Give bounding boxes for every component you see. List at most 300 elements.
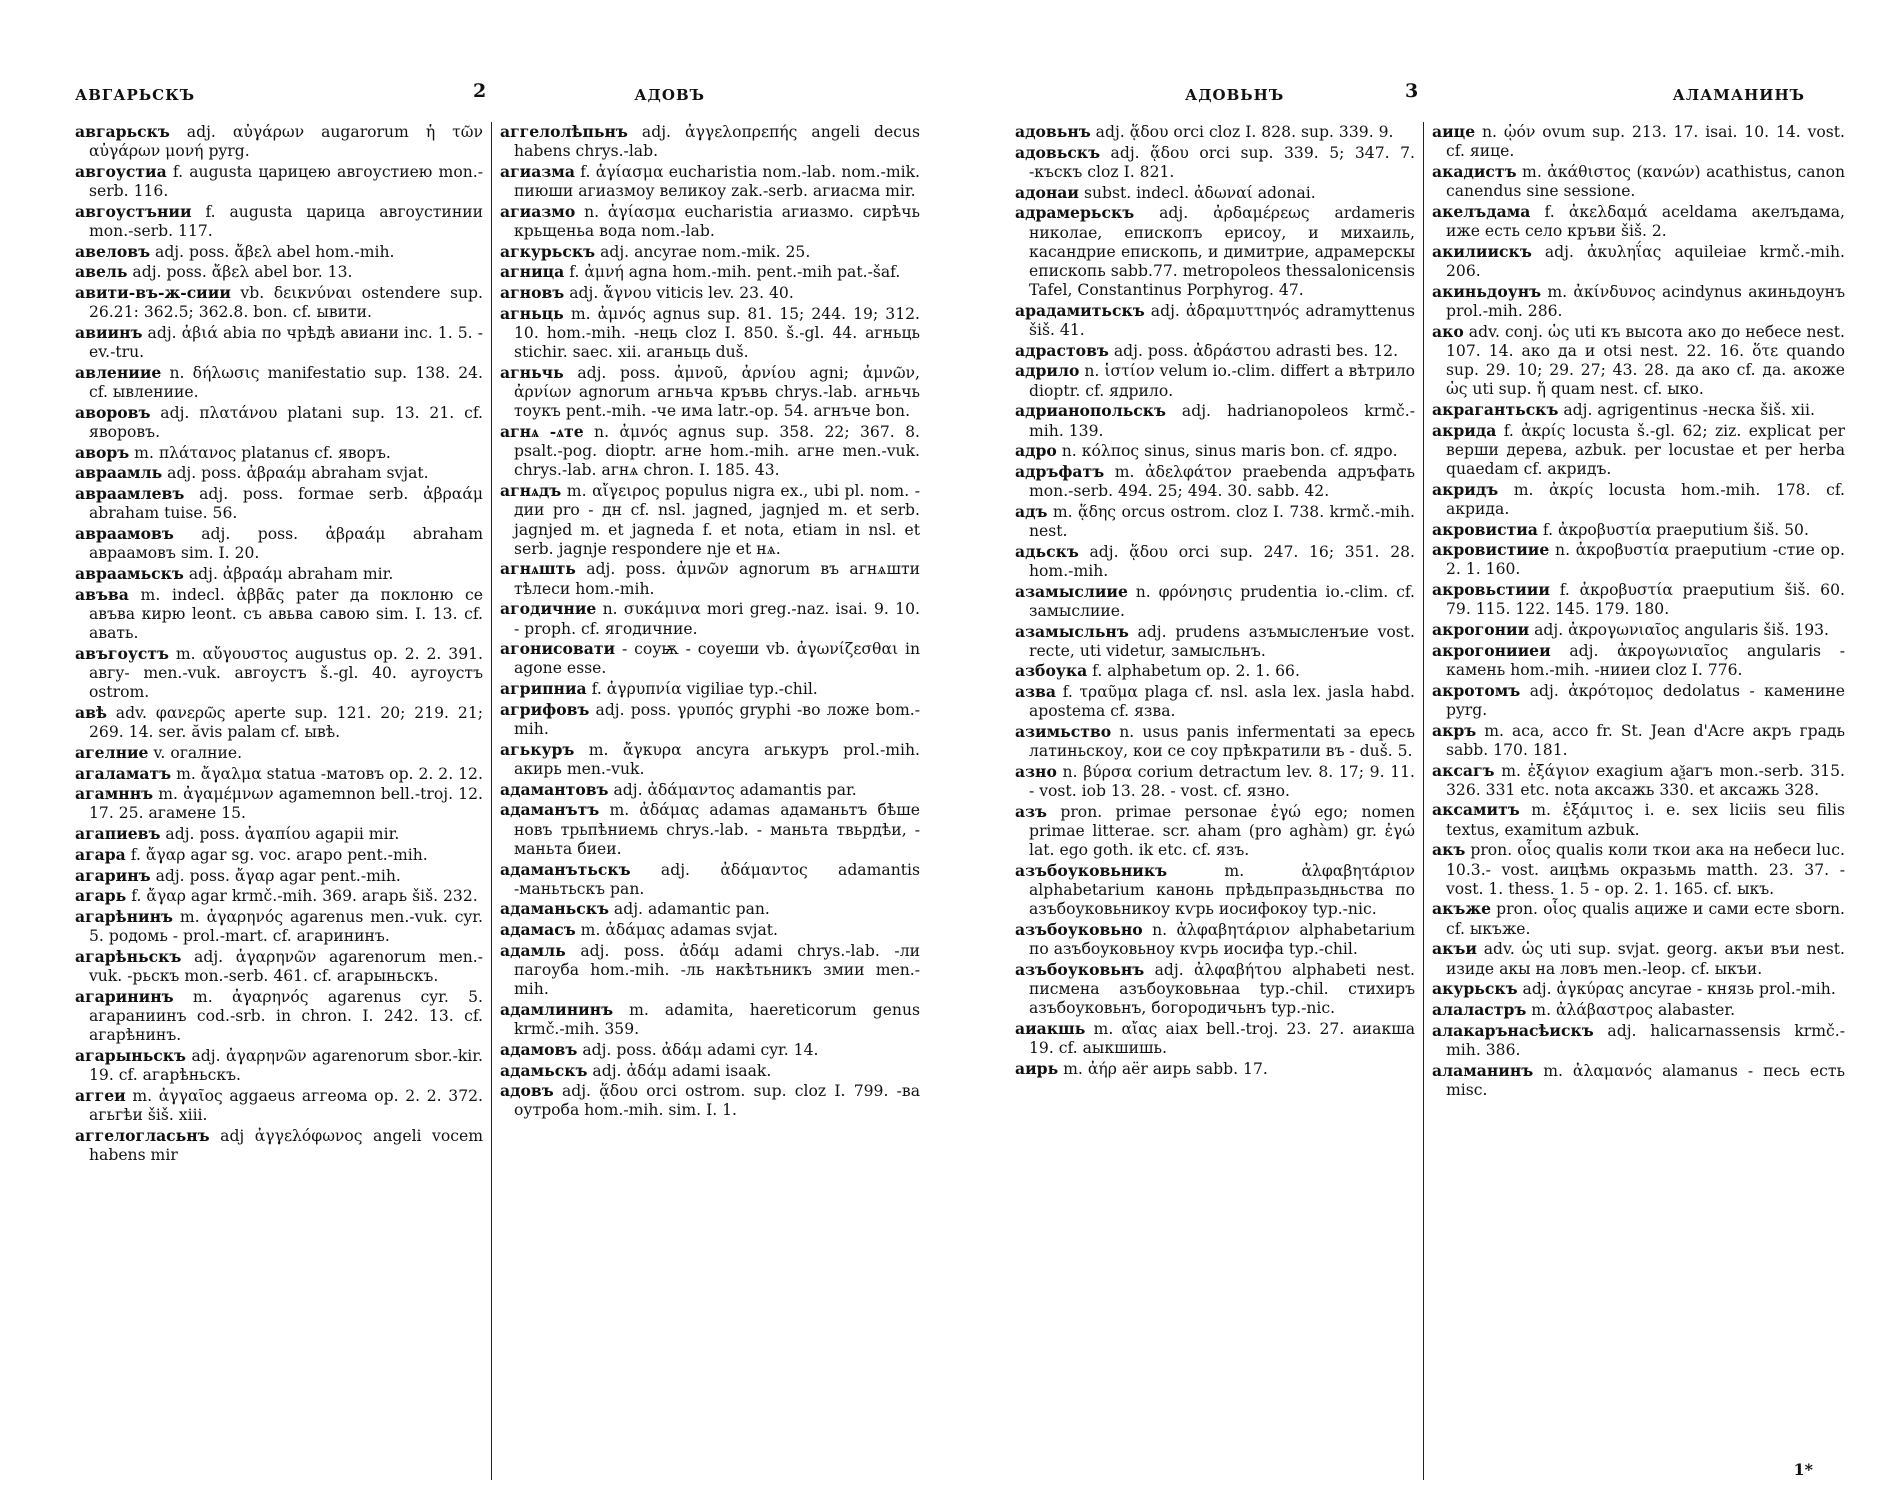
headword: агонисовати	[500, 639, 616, 659]
entry-text: adj. ἀγαρηνῶν agarenorum sbor.-kir. 19. cf. агарѣньскъ.	[89, 1046, 483, 1085]
headword: адрило	[1015, 361, 1080, 381]
entry-text: adj. adamantic pan.	[608, 900, 770, 919]
dictionary-entry	[1015, 361, 1415, 400]
column-left	[1015, 122, 1415, 1480]
entry-text: m. ἄγκυρα ancyra агькуръ prol.-mih. акирь men.-vuk.	[514, 740, 920, 778]
dictionary-entry	[1015, 920, 1415, 959]
headword: агаринъ	[75, 865, 151, 885]
headword: авгоустънии	[75, 201, 192, 221]
dictionary-entry	[1015, 1059, 1415, 1079]
entry-text: m. indecl. ἀββᾶς pater да поклоню се авъва кирю leont. съ авьва савою sim. I. 13. cf. авать.	[89, 585, 483, 643]
page-right	[1015, 80, 1845, 1480]
dictionary-entry	[1432, 322, 1845, 400]
dictionary-entry	[500, 162, 920, 201]
dictionary-entry	[1432, 939, 1845, 978]
headword: агнѧ -ѧте	[500, 422, 584, 442]
entry-text: adj. ἀδάμαντος adamantis -маньтьскъ pan.	[514, 860, 920, 898]
entry-text: adv. φανερῶς aperte sup. 121. 20; 219. 21; 269. 14. ser. ăvis palam cf. ывѣ.	[89, 703, 483, 742]
headword: агапиевъ	[75, 824, 161, 844]
dictionary-entry	[500, 740, 920, 779]
headword: алаластръ	[1432, 999, 1527, 1019]
columns	[1015, 122, 1845, 1480]
dictionary-entry	[75, 703, 483, 742]
dictionary-entry	[1432, 761, 1845, 800]
column-divider	[491, 122, 492, 1480]
headword: агньць	[500, 303, 564, 323]
entry-text: n. ἀκροβυστία praeputium -стие op. 2. 1. 160.	[1446, 541, 1845, 579]
dictionary-entry	[1432, 1021, 1845, 1060]
entry-text: adj. ἀκρότομος dedolatus - каменине pyrg.	[1446, 681, 1845, 719]
headword: агькуръ	[500, 739, 575, 759]
dictionary-entry	[1432, 162, 1845, 201]
headword: ако	[1432, 321, 1464, 341]
headword: акъ	[1432, 840, 1466, 860]
entry-text: - соуѭ - соуеши vb. ἀγωνίζεσθαι in agone esse.	[514, 640, 920, 678]
dictionary-entry	[1015, 183, 1415, 203]
dictionary-entry	[1015, 960, 1415, 1019]
entry-text: n. φρόνησις prudentia io.-clim. cf. замыслиие.	[1029, 582, 1415, 620]
entry-text: adj. ἀκρογωνιαῖος angularis - камень hom.-mih. -нииеи cloz I. 776.	[1446, 641, 1845, 679]
headword: адонаи	[1015, 182, 1079, 202]
entry-text: adj. ἀρδαμέρεως ardameris николае, епископъ ерисоу, и михаиль, касандрие епископь, и димитрие, адрамерскы епископь sabb.77. metropoleos thessalonicensis Tafel, Constantinus Porphyrog. 47.	[1029, 204, 1415, 300]
dictionary-entry	[1432, 641, 1845, 680]
dictionary-entry	[1015, 401, 1415, 440]
entry-text: m. πλάτανος platanus cf. яворъ.	[129, 443, 391, 462]
headword: агара	[75, 844, 126, 864]
dictionary-entry	[75, 202, 483, 241]
headword: авити-въ-ж-сиии	[75, 283, 231, 303]
headword: адамовъ	[500, 1039, 578, 1059]
entry-text: m. ἀλαμανός alamanus - песь есть misc.	[1446, 1061, 1845, 1099]
headword: адрастовъ	[1015, 340, 1109, 360]
column-right	[1432, 122, 1845, 1480]
entry-text: adj. ἄγνου viticis lev. 23. 40.	[564, 284, 794, 303]
dictionary-entry	[75, 585, 483, 644]
headword: авгарьскъ	[75, 122, 170, 141]
dictionary-entry	[500, 422, 920, 481]
headword: авель	[75, 262, 128, 282]
headword: авъва	[75, 584, 129, 604]
headword: азъбоуковьнъ	[1015, 960, 1145, 980]
dictionary-entry	[75, 262, 483, 282]
dictionary-entry	[1015, 861, 1415, 920]
entry-text: n. κόλπος sinus, sinus maris bon. cf. ядро.	[1056, 442, 1398, 461]
headword: авлениие	[75, 362, 162, 382]
headword: агкурьскъ	[500, 241, 596, 261]
dictionary-entry	[500, 941, 920, 1000]
headword: агарыньскъ	[75, 1045, 187, 1065]
entry-text: adj. poss. ἀμνῶν agnorum въ агнѧшти тѣлеси hom.-mih.	[514, 560, 920, 598]
dictionary-entry	[1015, 462, 1415, 501]
headword: адрамерьскъ	[1015, 203, 1135, 223]
dictionary-entry	[75, 162, 483, 201]
dictionary-entry	[75, 443, 483, 463]
headword: адамль	[500, 940, 566, 960]
entry-text: adj. ᾅδου orci ostrom. sup. cloz I. 799. -ва оутроба hom.-mih. sim. I. 1.	[514, 1082, 920, 1120]
dictionary-entry	[75, 564, 483, 584]
dictionary-entry	[500, 599, 920, 638]
dictionary-entry	[500, 559, 920, 598]
headword: акадистъ	[1432, 161, 1517, 181]
entry-text: m. ἀκίνδυνος acindynus акиньдоунъ prol.-mih. 286.	[1446, 282, 1845, 320]
entry-text: m. ἀκάθιστος (κανών) acathistus, canon canendus sine sessione.	[1446, 162, 1845, 201]
entry-text: adj. ἀλφαβήτου alphabeti nest. писмена азъбоуковьнаа typ.-chil. стихиръ азъбоуковьнъ, богородичьнъ typ.-nic.	[1029, 961, 1415, 1018]
headword: агновъ	[500, 283, 565, 303]
headword: агамннъ	[75, 784, 154, 804]
entry-text: m. ἀγαμέμνων agamemnon bell.-troj. 12. 17. 25. агамене 15.	[89, 785, 483, 823]
headword: агнѧшть	[500, 559, 576, 579]
entry-text: adj. poss. ἀμνοῦ, ἀρνίου agni; ἀμνῶν, ἀρνίων agnorum агньча кръвь chrys.-lab. агньчь тоукъ pent.-mih. -че има latr.-op. 54. агнъче bon.	[514, 363, 920, 421]
headword: агаламатъ	[75, 763, 172, 783]
headword: агиазмо	[500, 201, 576, 221]
running-head-right: АЛАМАНИНЪ	[1672, 86, 1805, 104]
dictionary-entry	[75, 122, 483, 161]
dictionary-entry	[75, 242, 483, 262]
dictionary-entry	[1432, 580, 1845, 619]
entry-text: adj. ἀκυληΐας aquileiae krmč.-mih. 206.	[1446, 242, 1845, 280]
entry-text: m. adamita, haereticorum genus krmč.-mih. 359.	[514, 1000, 920, 1039]
entry-text: f. ἀκροβυστία praeputium šiš. 60. 79. 115. 122. 145. 179. 180.	[1446, 581, 1845, 619]
headword: аворъ	[75, 442, 130, 462]
entry-text: m. ἑξάμιτος i. e. sex liciis seu filis textus, examitum azbuk.	[1446, 801, 1845, 839]
headword: авгоустиа	[75, 161, 167, 181]
dictionary-entry	[75, 1086, 483, 1125]
headword: азимьство	[1015, 722, 1112, 742]
dictionary-entry	[500, 639, 920, 678]
headword: агелние	[75, 742, 149, 762]
entry-text: n. ᾠόν ovum sup. 213. 17. isai. 10. 14. vost. cf. яице.	[1446, 123, 1845, 161]
dictionary-entry	[1432, 721, 1845, 760]
dictionary-entry	[1432, 540, 1845, 579]
headword: агарь	[75, 886, 127, 906]
entry-text: f. ἀκρίς locusta š.-gl. 62; ziz. explicat per верши дерева, azbuk. per locustae et per herba quaedam cf. акридъ.	[1446, 421, 1845, 478]
dictionary-entry	[75, 947, 483, 986]
dictionary-entry	[75, 323, 483, 362]
entry-text: m. αἴγειρος populus nigra ex., ubi pl. nom. - дии pro - дн cf. nsl. jagned, jagnjed m. et serb. jagnjed m. et jagneda f. et nota, etiam in nsl. et serb. jagnje respondere nje et нѧ.	[514, 482, 920, 558]
headword: акрагантьскъ	[1432, 399, 1559, 419]
headword: авраамьскъ	[75, 563, 184, 583]
headword: аламанинъ	[1432, 1060, 1534, 1080]
entry-text: m. ἀκρίς locusta hom.-mih. 178. cf. акрида.	[1446, 480, 1845, 518]
entry-text: m. ἀγαρηνός agarenus cyr. 5. агараниинъ cod.-srb. in chron. I. 242. 13. cf. агарѣнинъ.	[89, 987, 483, 1045]
dictionary-entry	[500, 1081, 920, 1120]
headword: акрида	[1432, 420, 1497, 440]
headword: акровьстиии	[1432, 580, 1550, 600]
entry-text: adj. ἀδάμαντος adamantis par.	[608, 780, 857, 799]
signature-mark: 1*	[1793, 1460, 1813, 1479]
entry-text: adj. hadrianopoleos krmč.-mih. 139.	[1029, 402, 1415, 440]
entry-text: adj. poss. ἀδάμ adami cyr. 14.	[577, 1040, 819, 1059]
entry-text: f. ἁγίασμα eucharistia nom.-lab. nom.-mik. пиюши агиазмоу великоу zak.-serb. агиасма mir.	[514, 162, 920, 201]
headword: акрогонии	[1432, 620, 1530, 640]
entry-text: f. augusta царица авгоустинии mon.-serb. 117.	[89, 202, 483, 241]
dictionary-entry	[500, 481, 920, 559]
headword: азно	[1015, 762, 1057, 781]
headword: аиакшь	[1015, 1019, 1086, 1039]
dictionary-entry	[1015, 762, 1415, 801]
headword: акурьскъ	[1432, 979, 1518, 999]
headword: агарѣнинъ	[75, 906, 173, 926]
entry-text: adj. poss. ἀδράστου adrasti bes. 12.	[1108, 341, 1399, 360]
entry-text: adj. prudens азъмысленъие vost. recte, uti videtur, замысльнъ.	[1029, 622, 1415, 660]
entry-text: m. ἐξάγιον exagium аѯагъ mon.-serb. 315. 326. 331 etc. nota аксажь 330. et аксажь 328.	[1446, 761, 1845, 799]
headword: акръ	[1432, 720, 1477, 740]
headword: агарининъ	[75, 986, 174, 1006]
dictionary-entry	[1432, 480, 1845, 519]
dictionary-entry	[75, 524, 483, 563]
dictionary-entry	[1432, 421, 1845, 480]
entry-text: adj. poss. ἀγαπίου agapii mir.	[160, 825, 400, 844]
headword: аксамитъ	[1432, 800, 1520, 820]
headword: адьскъ	[1015, 541, 1079, 561]
entry-text: n. ἁγίασμα eucharistia агиазмо. сирѣчь крьщеньа вода nom.-lab.	[514, 202, 920, 241]
dictionary-entry	[75, 824, 483, 844]
dictionary-entry	[500, 363, 920, 422]
entry-text: f. ἀκελδαμά aceldama акелъдама, иже есть село кръви šiš. 2.	[1446, 202, 1845, 241]
dictionary-entry	[500, 780, 920, 800]
dictionary-entry	[500, 1040, 920, 1060]
entry-text: adj. poss. ἀβραάμ abraham svjat.	[162, 464, 429, 483]
dictionary-entry	[500, 202, 920, 241]
entry-text: adj. poss. formae serb. ἀβραάμ abraham tuise. 56.	[89, 485, 483, 523]
headword: акилиискъ	[1432, 241, 1532, 261]
entry-text: f. ἀγρυπνία vigiliae typ.-chil.	[586, 680, 818, 699]
headword: азва	[1015, 682, 1056, 702]
dictionary-entry	[75, 644, 483, 703]
headword: агньчь	[500, 362, 564, 382]
dictionary-entry	[1432, 1061, 1845, 1100]
headword: азъбоуковьно	[1015, 920, 1143, 940]
entry-text: adj. ᾅδου orci sup. 247. 16; 351. 28. hom.-mih.	[1029, 542, 1415, 580]
dictionary-entry	[1015, 722, 1415, 761]
dictionary-entry	[1015, 203, 1415, 300]
headword: авраамль	[75, 463, 163, 483]
dictionary-entry	[500, 304, 920, 363]
headword: адъ	[1015, 501, 1048, 521]
headword: акротомъ	[1432, 680, 1521, 700]
headword: акъи	[1432, 939, 1477, 959]
entry-text: adj. halicarnassensis krmč.-mih. 386.	[1446, 1021, 1845, 1059]
entry-text: m. ἀμνός agnus sup. 81. 15; 244. 19; 312. 10. hom.-mih. -нець cloz I. 850. š.-gl. 44. агньць stichir. saec. xii. аганьць duš.	[514, 304, 920, 362]
dictionary-entry	[75, 907, 483, 946]
dictionary-entry	[1432, 620, 1845, 640]
dictionary-entry	[75, 743, 483, 763]
headword: акридъ	[1432, 479, 1499, 499]
columns	[75, 122, 920, 1480]
entry-text: m. ἀήρ aër аирь sabb. 17.	[1058, 1060, 1268, 1079]
entry-text: adj. poss. ἄβελ abel bor. 13.	[127, 263, 353, 282]
entry-text: adj. ᾅδου orci sup. 339. 5; 347. 7. -къскъ cloz I. 821.	[1029, 143, 1415, 181]
headword: адаманьскъ	[500, 899, 609, 919]
dictionary-entry	[75, 866, 483, 886]
column-right	[500, 122, 920, 1480]
entry-text: v. огалние.	[148, 743, 243, 762]
headword: адамлининъ	[500, 999, 614, 1019]
dictionary-entry	[500, 899, 920, 919]
running-head	[75, 80, 920, 110]
dictionary-entry	[500, 262, 920, 282]
entry-text: m. ἄγαλμα statua -матовъ op. 2. 2. 12.	[171, 764, 483, 783]
running-head-left: АВГАРЬСКЪ	[75, 86, 196, 104]
entry-text: adj. poss. γρυπός gryphi -во ложе bom.-mih.	[514, 700, 920, 739]
headword: адрианопольскъ	[1015, 401, 1166, 421]
headword: адръфатъ	[1015, 461, 1105, 481]
dictionary-entry	[1432, 979, 1845, 999]
headword: агарѣньскъ	[75, 946, 182, 966]
headword: азъбоуковьникъ	[1015, 861, 1168, 881]
dictionary-entry	[1432, 520, 1845, 540]
entry-text: m. ἀδελφάτον praebenda адръфать mon.-serb. 494. 25; 494. 30. sabb. 42.	[1029, 462, 1415, 501]
entry-text: adj. agrigentinus -неска šiš. xii.	[1558, 400, 1815, 419]
headword: акрогонииеи	[1432, 640, 1551, 660]
dictionary-entry	[1015, 542, 1415, 581]
entry-text: n. ἀμνός agnus sup. 358. 22; 367. 8. psalt.-pog. dioptr. агне hom.-mih. агне men.-vuk. chrys.-lab. агнѧ chron. I. 185. 43.	[514, 423, 920, 480]
dictionary-entry	[1015, 1019, 1415, 1058]
headword: арадамитьскъ	[1015, 300, 1145, 320]
entry-text: vb. δεικνύναι ostendere sup. 26.21: 362.5; 362.8. bon. cf. ывити.	[89, 284, 483, 322]
dictionary-entry	[1432, 681, 1845, 720]
headword: адро	[1015, 441, 1057, 461]
dictionary-entry	[75, 363, 483, 402]
dictionary-entry	[1015, 301, 1415, 340]
page-number: 3	[1405, 80, 1420, 102]
entry-text: adj. poss. ἀδάμ adami chrys.-lab. -ли пагоуба hom.-mih. -ль накѣтьникъ змии men.-mih.	[514, 941, 920, 999]
entry-text: pron. οἷος qualis ацижe и сами есте sborn. cf. ыкъже.	[1446, 900, 1845, 938]
entry-text: adj ἀγγελόφωνος angeli vocem habens mir	[89, 1126, 483, 1164]
entry-text: adv. ὡς uti sup. svjat. georg. акъи въи nest. изиде акы на ловъ men.-leop. cf. ыкъи.	[1446, 940, 1845, 978]
dictionary-entry	[500, 283, 920, 303]
headword: адамьскъ	[500, 1060, 588, 1080]
headword: аксагъ	[1432, 760, 1495, 780]
page-left	[75, 80, 920, 1480]
headword: аггелогласьнъ	[75, 1125, 210, 1145]
entry-text: f. τραῦμα plaga cf. nsl. asla lex. jasla habd. apostema cf. язва.	[1029, 683, 1415, 721]
dictionary-entry	[1015, 622, 1415, 661]
entry-text: adj. ἀγκύρας ancyrae - князь prol.-mih.	[1517, 980, 1836, 999]
dictionary-entry	[1015, 582, 1415, 621]
entry-text: f. ἄγαρ agar sg. voc. агаро pent.-mih.	[125, 845, 428, 864]
headword: адаманътьскъ	[500, 859, 631, 879]
dictionary-entry	[1432, 899, 1845, 938]
entry-text: adj. ᾅδου orci cloz I. 828. sup. 339. 9.	[1090, 123, 1394, 141]
headword: алакарънасѣискъ	[1432, 1020, 1594, 1040]
dictionary-entry	[1432, 242, 1845, 281]
dictionary-entry	[75, 484, 483, 523]
running-head	[1015, 80, 1845, 110]
dictionary-entry	[1015, 441, 1415, 461]
dictionary-entry	[1432, 282, 1845, 321]
running-head-left: АДОВЬНЪ	[1185, 86, 1285, 104]
running-head-right: АДОВЪ	[634, 86, 705, 104]
dictionary-entry	[1015, 661, 1415, 681]
entry-text: adj. poss. ἄβελ abel hom.-mih.	[150, 242, 395, 261]
dictionary-entry	[75, 1126, 483, 1165]
headword: аирь	[1015, 1059, 1059, 1079]
entry-text: m. ἀγαρηνός agarenus men.-vuk. cyr. 5. родомь - prol.-mart. cf. агарининъ.	[89, 907, 483, 946]
entry-text: f. augusta царицею авгоустиею mon.-serb. 116.	[89, 162, 483, 201]
entry-text: n. usus panis infermentati за ересь латиньскоу, кои се соу прѣкратили въ - duš. 5.	[1029, 723, 1415, 761]
headword: авраамовъ	[75, 524, 174, 544]
entry-text: n. ἀλφαβητάριον alphabetarium по азъбоуковьноу кѵрь иосифа typ.-chil.	[1029, 921, 1415, 959]
headword: азамыслиие	[1015, 581, 1128, 601]
headword: аице	[1432, 122, 1476, 141]
entry-text: adj. ἀγγελοπρεπής angeli decus habens chrys.-lab.	[514, 123, 920, 161]
dictionary-entry	[1015, 502, 1415, 541]
headword: адаманътъ	[500, 800, 600, 820]
dictionary-entry	[500, 679, 920, 699]
dictionary-entry	[1432, 800, 1845, 839]
dictionary-entry	[75, 764, 483, 784]
entry-text: adj. αὐγάρων augarorum ἡ τῶν αὐγάρων μονή pyrg.	[89, 123, 483, 161]
dictionary-entry	[75, 1046, 483, 1085]
headword: акиньдоунъ	[1432, 281, 1542, 301]
headword: акъже	[1432, 899, 1491, 919]
headword: авеловъ	[75, 241, 151, 261]
entry-text: n. βύρσα corium detractum lev. 8. 17; 9. 11. - vost. iob 13. 28. - vost. cf. язно.	[1029, 763, 1415, 801]
headword: адовьнъ	[1015, 122, 1091, 141]
dictionary-entry	[1432, 1000, 1845, 1020]
headword: агрифовъ	[500, 699, 590, 719]
dictionary-entry	[1015, 341, 1415, 361]
entry-text: pron. primae personae ἐγώ ego; nomen primae litterae. scr. aham (pro aghàm) gr. ἐγώ lat. ego goth. ik etc. cf. язъ.	[1029, 802, 1415, 860]
dictionary-entry	[75, 845, 483, 865]
headword: адамасъ	[500, 920, 576, 940]
column-divider	[1423, 122, 1424, 1480]
entry-text: f. alphabetum op. 2. 1. 66.	[1087, 662, 1300, 681]
entry-text: f. ἀμνή agna hom.-mih. pent.-mih pat.-šaf.	[564, 263, 901, 282]
entry-text: pron. οἷος qualis коли ткои ака на небеси luc. 10.3.- vost. аицѣмь окразьмь matth. 23. 37. - vost. 1. thess. 1. 5 - op. 2. 1. 165. cf. ыкъ.	[1446, 841, 1845, 898]
dictionary-entry	[500, 700, 920, 739]
dictionary-entry	[1015, 802, 1415, 861]
entry-text: m. αὔγουστος augustus op. 2. 2. 391. авгу- men.-vuk. авгоустъ š.-gl. 40. аугоустъ ostrom.	[89, 644, 483, 702]
entry-text: adv. conj. ὡς uti къ высота ако до небесе nest. 107. 14. ако да и otsi nest. 22. 16. ὅτε quando sup. 29. 10; 29. 27; 43. 28. да ако cf. да. акоже ὡς uti sup. ἤ quam nest. cf. ыко.	[1446, 322, 1845, 399]
entry-text: adj. poss. ἄγαρ agar pent.-mih.	[150, 866, 401, 885]
dictionary-entry	[1432, 840, 1845, 899]
dictionary-entry	[500, 122, 920, 161]
entry-text: m. ἀγγαῖος aggaeus аггеома op. 2. 2. 372. агьгѣи šiš. xiii.	[89, 1086, 483, 1124]
dictionary-entry	[1015, 122, 1415, 142]
entry-text: n. ἱστίον velum io.-clim. differt a вѣтрило dioptr. cf. ядрило.	[1029, 362, 1415, 400]
headword: адовьскъ	[1015, 142, 1101, 162]
column-left	[75, 122, 483, 1480]
dictionary-entry	[75, 784, 483, 823]
entry-text: adj. πλατάνου platani sup. 13. 21. cf. яворовъ.	[89, 403, 483, 442]
headword: авраамлевъ	[75, 484, 185, 504]
dictionary-entry	[500, 920, 920, 940]
entry-text: f. ἀκροβυστία praeputium šiš. 50.	[1537, 520, 1809, 539]
headword: агиазма	[500, 161, 575, 181]
headword: акелъдама	[1432, 201, 1531, 221]
dictionary-entry	[500, 1061, 920, 1081]
headword: адовъ	[500, 1081, 554, 1101]
dictionary-entry	[1015, 682, 1415, 721]
headword: акровистиа	[1432, 519, 1538, 539]
headword: аггелолѣпьнъ	[500, 122, 628, 141]
headword: азъ	[1015, 801, 1048, 821]
entry-text: n. δήλωσις manifestatio sup. 138. 24. cf. ывлениие.	[89, 363, 483, 402]
entry-text: f. ἄγαρ agar krmč.-mih. 369. агарь šiš. 232.	[126, 887, 478, 906]
dictionary-entry	[75, 463, 483, 483]
entry-text: m. ᾅδης orcus ostrom. cloz I. 738. krmč.-mih. nest.	[1029, 502, 1415, 541]
headword: акровистиие	[1432, 540, 1550, 560]
entry-text: m. αἴας aiax bell.-troj. 23. 27. аиакша 19. cf. аыкшишь.	[1029, 1020, 1415, 1058]
headword: азбоука	[1015, 661, 1088, 681]
entry-text: adj. poss. ἀβραάμ abraham авраамовъ sim. I. 20.	[89, 525, 483, 563]
entry-text: adj. ancyrae nom.-mik. 25.	[595, 242, 811, 261]
headword: агница	[500, 262, 565, 282]
headword: авиинъ	[75, 323, 143, 343]
dictionary-entry	[500, 800, 920, 859]
